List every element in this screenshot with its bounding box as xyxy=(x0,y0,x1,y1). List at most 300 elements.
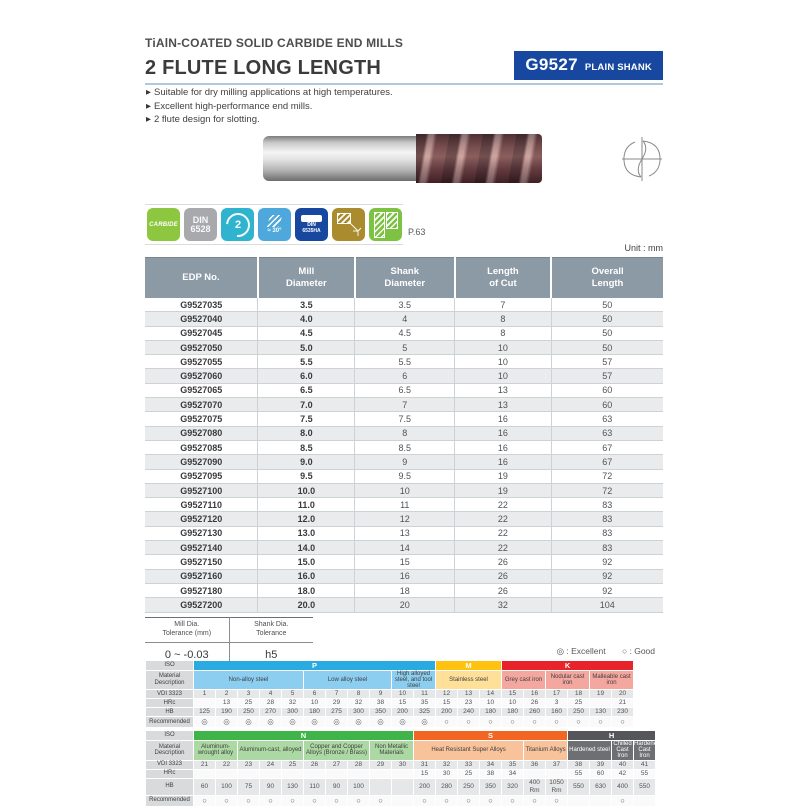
chart-cell: ○ xyxy=(370,795,392,806)
chart-cell: 10 xyxy=(304,699,326,708)
size-row xyxy=(145,555,663,569)
title-underline xyxy=(145,83,663,85)
chart-cell: 1050 Rm xyxy=(546,778,568,795)
material-group-cell: Grey cast iron xyxy=(502,670,546,690)
size-cell: G9527160 xyxy=(145,569,258,583)
chart-cell: ○ xyxy=(524,717,546,728)
chart-cell: 130 xyxy=(282,778,304,795)
carbide-icon-label: CARBIDE xyxy=(149,221,178,228)
size-cell: 5.5 xyxy=(258,355,355,369)
chart-cell: ◎ xyxy=(414,717,436,728)
chart-cell: 180 xyxy=(502,708,524,717)
chart-cell: 200 xyxy=(436,708,458,717)
application-band xyxy=(145,660,634,728)
chart-cell: ◎ xyxy=(348,717,370,728)
size-cell: 72 xyxy=(551,483,663,497)
chart-cell: 12 xyxy=(436,690,458,699)
size-row xyxy=(145,326,663,340)
size-cell: 83 xyxy=(551,512,663,526)
material-group-cell: Heat Resistant Super Alloys xyxy=(414,740,524,760)
material-group-cell: Stainless steel xyxy=(436,670,502,690)
chart-cell: 6 xyxy=(304,690,326,699)
chart-cell: ○ xyxy=(238,795,260,806)
chart-cell: 29 xyxy=(326,699,348,708)
chart-cell: 13 xyxy=(458,690,480,699)
size-cell: 63 xyxy=(551,412,663,426)
chart-cell: 32 xyxy=(436,760,458,769)
chart-cell: ○ xyxy=(568,717,590,728)
chart-cell: 42 xyxy=(612,769,634,778)
size-cell: 16 xyxy=(455,426,551,440)
size-cell: 63 xyxy=(551,426,663,440)
chart-cell: 180 xyxy=(480,708,502,717)
size-row xyxy=(145,598,663,612)
chart-cell: 320 xyxy=(502,778,524,795)
size-cell: 10 xyxy=(455,355,551,369)
chart-cell: 38 xyxy=(370,699,392,708)
iso-group-header: S xyxy=(414,731,568,741)
size-col-header: Mill Diameter xyxy=(258,258,355,299)
chart-cell: ○ xyxy=(216,795,238,806)
toolpath-lines-icon xyxy=(332,208,365,241)
size-cell: 83 xyxy=(551,498,663,512)
shank-shape-icon xyxy=(301,215,322,222)
chart-cell: 39 xyxy=(590,760,612,769)
size-cell: 6.0 xyxy=(258,369,355,383)
feature-item xyxy=(146,114,393,125)
chart-cell: 10 xyxy=(502,699,524,708)
legend-excellent: ◎ : Excellent xyxy=(556,646,606,656)
size-cell: 7.5 xyxy=(355,412,455,426)
chart-cell: ◎ xyxy=(370,717,392,728)
size-cell: 9 xyxy=(355,455,455,469)
chart-cell: 10 xyxy=(480,699,502,708)
size-cell: 16 xyxy=(355,569,455,583)
chart-cell xyxy=(238,769,260,778)
chart-cell: ○ xyxy=(282,795,304,806)
chart-cell: 17 xyxy=(546,690,568,699)
chart-cell: 40 xyxy=(612,760,634,769)
size-cell: 57 xyxy=(551,369,663,383)
size-cell: 67 xyxy=(551,455,663,469)
chart-row-label: HB xyxy=(146,778,194,795)
size-cell: 5 xyxy=(355,340,455,354)
feature-list xyxy=(146,87,393,128)
chart-cell: 180 xyxy=(304,708,326,717)
chart-cell: ○ xyxy=(260,795,282,806)
chart-cell: 280 xyxy=(436,778,458,795)
chart-cell xyxy=(392,778,414,795)
chart-cell: 190 xyxy=(216,708,238,717)
size-row xyxy=(145,526,663,540)
size-cell: 72 xyxy=(551,469,663,483)
chart-cell xyxy=(634,795,656,806)
iso-group-header: H xyxy=(568,731,656,741)
tool-visual xyxy=(263,128,683,190)
size-col-header: Overall Length xyxy=(551,258,663,299)
size-cell: 9.0 xyxy=(258,455,355,469)
chart-row-label: VDI 3323 xyxy=(146,690,194,699)
size-row xyxy=(145,541,663,555)
chart-cell: 250 xyxy=(568,708,590,717)
size-cell: 15.0 xyxy=(258,555,355,569)
size-cell: 16.0 xyxy=(258,569,355,583)
bullet-icon: ▶ xyxy=(146,116,151,123)
chart-cell: 41 xyxy=(634,760,656,769)
material-group-cell: Low alloy steel xyxy=(304,670,392,690)
size-cell: 8 xyxy=(455,326,551,340)
size-cell: 14 xyxy=(355,541,455,555)
chart-cell: 33 xyxy=(458,760,480,769)
series-shank-label: PLAIN SHANK xyxy=(584,62,652,73)
end-mill-flutes-photo xyxy=(416,134,542,183)
size-cell: 83 xyxy=(551,526,663,540)
chart-cell: 130 xyxy=(590,708,612,717)
chart-cell: 60 xyxy=(590,769,612,778)
size-row xyxy=(145,483,663,497)
chart-cell: 90 xyxy=(260,778,282,795)
chart-cell xyxy=(216,769,238,778)
hatch-shape xyxy=(386,212,398,229)
size-row xyxy=(145,583,663,597)
material-group-cell: Copper and Copper Alloys (Bronze / Brass) xyxy=(304,740,370,760)
size-col-header: EDP No. xyxy=(145,258,258,299)
chart-cell: 10 xyxy=(392,690,414,699)
chart-cell: 23 xyxy=(458,699,480,708)
end-view-sketch xyxy=(615,134,673,184)
material-group-cell: Non-alloy steel xyxy=(194,670,304,690)
size-cell: 3.5 xyxy=(258,298,355,312)
size-cell: 9.5 xyxy=(355,469,455,483)
chart-cell: 15 xyxy=(436,699,458,708)
size-cell: 26 xyxy=(455,569,551,583)
size-cell: 13 xyxy=(355,526,455,540)
chart-cell: 325 xyxy=(414,708,436,717)
chart-cell: ○ xyxy=(194,795,216,806)
size-cell: G9527075 xyxy=(145,412,258,426)
size-cell: 104 xyxy=(551,598,663,612)
size-cell: G9527120 xyxy=(145,512,258,526)
size-cell: G9527055 xyxy=(145,355,258,369)
size-row xyxy=(145,512,663,526)
chart-cell: 29 xyxy=(370,760,392,769)
size-cell: 60 xyxy=(551,383,663,397)
material-group-cell: High alloyed steel, and tool steel xyxy=(392,670,436,690)
chart-cell: 15 xyxy=(392,699,414,708)
chart-cell: 26 xyxy=(524,699,546,708)
chart-cell: 350 xyxy=(370,708,392,717)
size-cell: 10 xyxy=(455,340,551,354)
size-cell: G9527110 xyxy=(145,498,258,512)
chart-cell: 28 xyxy=(260,699,282,708)
size-cell: 10 xyxy=(455,369,551,383)
size-cell: 4.5 xyxy=(355,326,455,340)
size-cell: 92 xyxy=(551,569,663,583)
size-cell: G9527150 xyxy=(145,555,258,569)
chart-cell: 550 xyxy=(634,778,656,795)
chart-cell: 25 xyxy=(282,760,304,769)
chart-cell: 18 xyxy=(568,690,590,699)
chart-cell xyxy=(568,795,590,806)
size-cell: 10.0 xyxy=(258,483,355,497)
page-header xyxy=(145,36,663,85)
material-group-cell: Aluminum-wrought alloy xyxy=(194,740,238,760)
mill-tolerance-value: 0 ~ -0.03 xyxy=(145,643,229,667)
chart-cell: 3 xyxy=(238,690,260,699)
chart-cell: ○ xyxy=(414,795,436,806)
chart-cell: 31 xyxy=(414,760,436,769)
page-reference: P.63 xyxy=(408,227,426,237)
feature-item xyxy=(146,101,393,112)
page-title: 2 FLUTE LONG LENGTH xyxy=(145,57,382,79)
rating-legend xyxy=(145,646,655,657)
size-cell: 6.5 xyxy=(355,383,455,397)
chart-cell: ◎ xyxy=(216,717,238,728)
chart-cell: 38 xyxy=(568,760,590,769)
size-cell: 13 xyxy=(455,398,551,412)
size-cell: 7.5 xyxy=(258,412,355,426)
size-cell: 11.0 xyxy=(258,498,355,512)
mill-tolerance-header: Mill Dia. Tolerance (mm) xyxy=(145,618,229,643)
size-cell: 19 xyxy=(455,469,551,483)
shank-tolerance-value: h5 xyxy=(229,643,313,667)
chart-cell: 200 xyxy=(414,778,436,795)
size-cell: 22 xyxy=(455,541,551,555)
chart-row-label: HRc xyxy=(146,769,194,778)
chart-cell: 14 xyxy=(480,690,502,699)
chart-cell: 275 xyxy=(326,708,348,717)
size-cell: 5.5 xyxy=(355,355,455,369)
bullet-icon: ▶ xyxy=(146,102,151,110)
chart-cell: 160 xyxy=(546,708,568,717)
chart-cell: 250 xyxy=(458,778,480,795)
chart-cell: ○ xyxy=(436,717,458,728)
size-cell: G9527045 xyxy=(145,326,258,340)
chart-cell: 300 xyxy=(282,708,304,717)
chart-cell: ○ xyxy=(546,717,568,728)
chart-cell: 230 xyxy=(612,708,634,717)
size-cell: 7.0 xyxy=(258,398,355,412)
chart-cell xyxy=(326,769,348,778)
size-cell: 12 xyxy=(355,512,455,526)
chart-row-label: Material Description xyxy=(146,740,194,760)
material-group-cell: Nodular cast iron xyxy=(546,670,590,690)
size-cell: G9527060 xyxy=(145,369,258,383)
material-group-cell: Titanium Alloys xyxy=(524,740,568,760)
chart-cell: 37 xyxy=(546,760,568,769)
size-cell: 67 xyxy=(551,440,663,454)
size-cell: 92 xyxy=(551,555,663,569)
size-cell: 16 xyxy=(455,455,551,469)
size-cell: 50 xyxy=(551,326,663,340)
chart-cell: 100 xyxy=(216,778,238,795)
size-cell: 6 xyxy=(355,369,455,383)
chart-cell: 8 xyxy=(348,690,370,699)
size-cell: 4.0 xyxy=(258,312,355,326)
chart-row-label: HB xyxy=(146,708,194,717)
size-cell: 9.5 xyxy=(258,469,355,483)
chart-cell: ◎ xyxy=(260,717,282,728)
size-col-header: Length of Cut xyxy=(455,258,551,299)
chart-cell xyxy=(524,769,546,778)
size-cell: G9527065 xyxy=(145,383,258,397)
chart-cell: ○ xyxy=(436,795,458,806)
size-cell: G9527050 xyxy=(145,340,258,354)
size-cell: 26 xyxy=(455,555,551,569)
size-cell: 50 xyxy=(551,340,663,354)
size-table xyxy=(145,257,663,613)
chart-cell: 25 xyxy=(238,699,260,708)
chart-cell: 30 xyxy=(392,760,414,769)
chart-cell: 7 xyxy=(326,690,348,699)
chart-cell: 60 xyxy=(194,778,216,795)
size-cell: 8.0 xyxy=(258,426,355,440)
chart-cell: 26 xyxy=(304,760,326,769)
hatch-shape xyxy=(374,212,385,238)
size-row xyxy=(145,312,663,326)
material-group-cell: Chilled Cast Iron xyxy=(613,740,632,760)
chart-row-label: Recommended xyxy=(146,795,194,806)
size-row xyxy=(145,440,663,454)
size-cell: G9527100 xyxy=(145,483,258,497)
size-cell: 14.0 xyxy=(258,541,355,555)
material-group-cell: Non Metallic Materials xyxy=(370,740,414,760)
chart-cell: ○ xyxy=(590,717,612,728)
chart-cell: 24 xyxy=(260,760,282,769)
series-code: G9527 xyxy=(525,55,578,74)
feature-item xyxy=(146,87,393,98)
circular-arrow-icon xyxy=(221,208,255,242)
size-cell: G9527180 xyxy=(145,583,258,597)
chart-cell: 32 xyxy=(348,699,370,708)
chart-cell: 9 xyxy=(370,690,392,699)
din-6535ha-icon xyxy=(295,208,328,241)
feature-text: Excellent high-performance end mills. xyxy=(154,100,313,112)
product-subtitle: TiAlN-COATED SOLID CARBIDE END MILLS xyxy=(145,36,404,50)
chart-cell: ○ xyxy=(502,717,524,728)
chart-row-label: ISO xyxy=(146,731,194,741)
chart-cell: 400 Rm xyxy=(524,778,546,795)
chart-cell: 21 xyxy=(194,760,216,769)
size-cell: 8.5 xyxy=(258,440,355,454)
bullet-icon: ▶ xyxy=(146,89,151,96)
size-cell: 7 xyxy=(355,398,455,412)
size-cell: 22 xyxy=(455,512,551,526)
chart-cell: 400 xyxy=(612,778,634,795)
chart-cell: 16 xyxy=(524,690,546,699)
chart-cell: 75 xyxy=(238,778,260,795)
chart-cell: 550 xyxy=(568,778,590,795)
din-6528-icon xyxy=(184,208,217,241)
size-cell: G9527090 xyxy=(145,455,258,469)
chart-cell: 20 xyxy=(612,690,634,699)
chart-cell: 260 xyxy=(524,708,546,717)
chart-cell: 34 xyxy=(480,760,502,769)
chart-cell xyxy=(590,795,612,806)
size-cell: G9527080 xyxy=(145,426,258,440)
unit-label: Unit : mm xyxy=(624,243,663,253)
chart-cell xyxy=(546,769,568,778)
chart-cell xyxy=(194,769,216,778)
iso-group-header: P xyxy=(194,661,436,671)
chart-cell: 32 xyxy=(282,699,304,708)
chart-cell: 55 xyxy=(568,769,590,778)
size-cell: 22 xyxy=(455,498,551,512)
chart-cell: ◎ xyxy=(238,717,260,728)
size-cell: 20.0 xyxy=(258,598,355,612)
size-row xyxy=(145,369,663,383)
size-row xyxy=(145,298,663,312)
size-cell: 5.0 xyxy=(258,340,355,354)
chart-cell: 27 xyxy=(326,760,348,769)
chart-cell xyxy=(348,769,370,778)
chart-cell: 270 xyxy=(260,708,282,717)
chart-row-label: ISO xyxy=(146,661,194,671)
chart-cell: 11 xyxy=(414,690,436,699)
size-cell: 50 xyxy=(551,312,663,326)
feature-text: 2 flute design for slotting. xyxy=(154,114,260,125)
chart-row-label: HRc xyxy=(146,699,194,708)
chart-cell: ○ xyxy=(326,795,348,806)
size-cell: 13 xyxy=(455,383,551,397)
chart-cell xyxy=(260,769,282,778)
chart-cell xyxy=(392,769,414,778)
chart-cell xyxy=(370,778,392,795)
chart-cell xyxy=(304,769,326,778)
series-badge xyxy=(514,51,663,80)
chart-cell: 1 xyxy=(194,690,216,699)
chart-cell: ○ xyxy=(458,717,480,728)
din-6528-line2: 6528 xyxy=(190,223,211,234)
size-row xyxy=(145,383,663,397)
size-cell: 16 xyxy=(455,412,551,426)
iso-group-header: M xyxy=(436,661,502,671)
material-group-cell: Aluminum-cast, alloyed xyxy=(238,740,304,760)
chart-cell: 15 xyxy=(414,769,436,778)
size-row xyxy=(145,398,663,412)
chart-cell: 3 xyxy=(546,699,568,708)
chart-cell: 200 xyxy=(392,708,414,717)
chart-cell: ○ xyxy=(612,795,634,806)
chart-cell: 25 xyxy=(568,699,590,708)
chart-cell: ◎ xyxy=(304,717,326,728)
size-row xyxy=(145,426,663,440)
chart-cell: 34 xyxy=(502,769,524,778)
flute-count-label: 2 xyxy=(234,218,241,231)
chart-cell: 110 xyxy=(304,778,326,795)
chart-cell: ◎ xyxy=(392,717,414,728)
size-cell: 19 xyxy=(455,483,551,497)
size-cell: 8 xyxy=(455,312,551,326)
end-mill-shank-photo xyxy=(263,136,418,181)
chart-cell: 23 xyxy=(238,760,260,769)
size-cell: 50 xyxy=(551,298,663,312)
slotting-icon xyxy=(369,208,402,241)
feature-text: Suitable for dry milling applications at high temperatures. xyxy=(154,87,393,98)
chart-cell: ◎ xyxy=(326,717,348,728)
chart-cell: 35 xyxy=(414,699,436,708)
size-cell: 12.0 xyxy=(258,512,355,526)
chart-cell xyxy=(370,769,392,778)
size-col-header: Shank Diameter xyxy=(355,258,455,299)
size-cell: G9527040 xyxy=(145,312,258,326)
chart-cell: 125 xyxy=(194,708,216,717)
chart-cell: 35 xyxy=(502,760,524,769)
size-cell: G9527070 xyxy=(145,398,258,412)
size-cell: 20 xyxy=(355,598,455,612)
chart-cell: 38 xyxy=(480,769,502,778)
size-cell: 22 xyxy=(455,526,551,540)
